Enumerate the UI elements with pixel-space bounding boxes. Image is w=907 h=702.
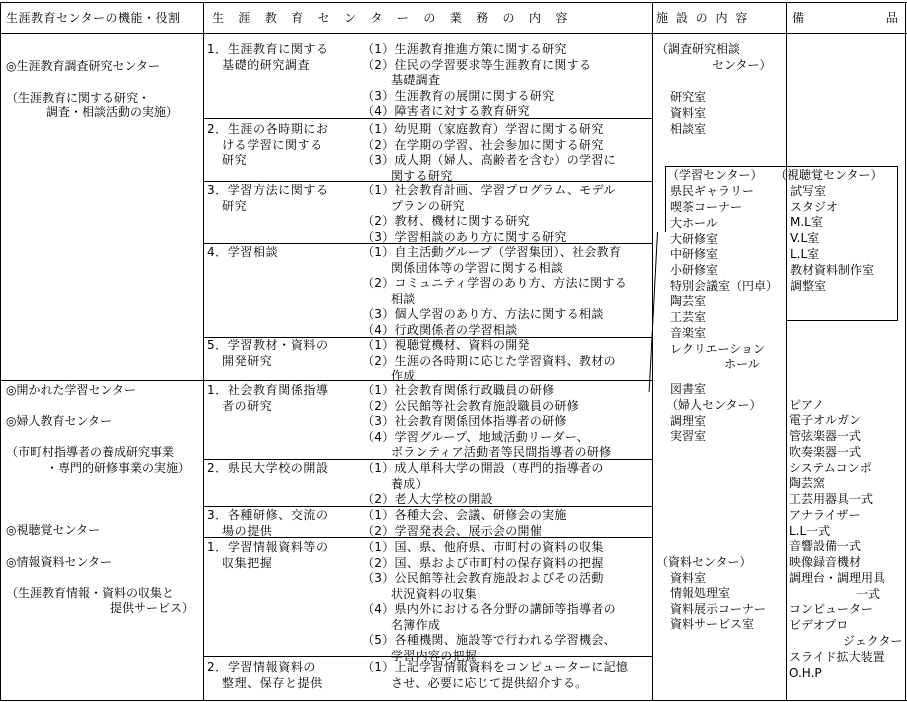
task-item: （2）学習発表会、展示会の開催 <box>362 523 543 538</box>
facility-box-line <box>649 232 658 392</box>
task-item: 関係団体等の学習に関する相談 <box>391 260 564 275</box>
facility-item: 図書室 <box>670 382 707 396</box>
facility-item: （婦人センター） <box>666 398 762 412</box>
facility-item: 情報処理室 <box>670 586 731 600</box>
function-desc: （生涯教育に関する研究・ <box>6 91 151 105</box>
task-item: （3）生涯教育の展開に関する研究 <box>362 88 555 103</box>
facility-item: （学習センター） <box>667 168 763 182</box>
task-item: （2）公民館等社会教育施設職員の研修 <box>362 398 580 413</box>
facility-item: 小研修室 <box>670 263 719 277</box>
facility-item: （調査研究相談 <box>656 42 741 56</box>
header-equipment-right: 品 <box>886 11 899 25</box>
task-item: 相談 <box>391 291 416 306</box>
equipment-item: ピアノ <box>789 398 825 412</box>
task-item: 状況資料の収集 <box>391 586 478 601</box>
equipment-item: スライド拡大装置 <box>789 650 885 664</box>
facility-box-line <box>897 166 898 320</box>
header-equipment-left: 備 <box>792 11 805 25</box>
facility-item: 資料サービス室 <box>670 617 755 631</box>
task-title: 開発研究 <box>222 353 273 368</box>
task-item: （5）各種機関、施設等で行われる学習機会、 <box>362 633 616 647</box>
task-title: 1．社会教育関係指導 <box>207 383 329 397</box>
equipment-item: 音響設備一式 <box>789 539 862 553</box>
task-item: （1）自主活動グループ（学習集団）、社会教育 <box>362 245 622 259</box>
table-border-left <box>0 2 1 701</box>
table-border-bottom <box>0 700 907 701</box>
facility-item: 相談室 <box>670 122 707 136</box>
facility-item: 県民ギャラリー <box>670 184 755 198</box>
facility-item: 試写室 <box>790 183 827 198</box>
facility-item: レクリエーション <box>670 342 766 356</box>
task-item: （2）教材、機材に関する研究 <box>362 214 530 228</box>
equipment-item: 陶芸窯 <box>789 476 826 490</box>
task-item: させ、必要に応じて提供紹介する。 <box>391 675 588 690</box>
facility-item: 資料室 <box>670 570 707 585</box>
facility-item: 調整室 <box>790 278 827 293</box>
task-title: 整理、保存と提供 <box>222 675 323 690</box>
facility-item: 大研修室 <box>670 232 719 246</box>
task-item: （3）社会教育関係団体指導者の研修 <box>362 414 567 428</box>
function-desc: 提供サービス） <box>110 601 195 615</box>
equipment-item: ジェクター <box>843 634 903 648</box>
task-title: 場の提供 <box>222 523 273 538</box>
task-title: 1．生涯教育に関する <box>207 42 329 56</box>
task-item: （1）社会教育計画、学習プログラム、モデル <box>362 183 616 197</box>
function-name: ◎婦人教育センター <box>6 414 112 428</box>
function-name: ◎情報資料センター <box>6 555 112 569</box>
task-title: 収集把握 <box>222 555 273 570</box>
task-item: 基礎調査 <box>391 73 441 87</box>
function-desc: 調査・相談活動の実施） <box>46 105 179 119</box>
facility-item: ホール <box>724 357 760 371</box>
facility-box-line <box>787 320 898 321</box>
task-item: 関する研究 <box>391 168 453 183</box>
column-divider-3 <box>786 2 787 701</box>
function-desc: （生涯教育情報・資料の収集と <box>6 586 175 600</box>
function-name: ◎開かれた学習センター <box>6 383 136 397</box>
task-item: （2）生涯の各時期に応じた学習資料、教材の <box>362 353 616 368</box>
task-title: ける学習に関する <box>222 137 323 152</box>
table-border-right <box>905 2 906 701</box>
facility-item: 陶芸室 <box>670 294 707 308</box>
task-item: ボランティア活動者等民間指導者の研修 <box>391 445 612 459</box>
facility-item: 実習室 <box>670 429 707 443</box>
task-title: 1．学習情報資料等の <box>207 540 329 554</box>
task-title: 2．県民大学校の開設 <box>207 461 329 475</box>
column-divider-1 <box>203 2 204 701</box>
task-item: （4）障害者に対する教育研究 <box>362 104 530 118</box>
task-item: （1）上記学習情報資料をコンピューターに記憶 <box>362 660 629 674</box>
row-divider <box>204 459 653 460</box>
task-title: 2．学習情報資料の <box>207 660 317 674</box>
facility-item: 中研修室 <box>670 247 719 261</box>
header-facilities: 施 設 の 内 容 <box>656 11 750 25</box>
facility-item: センター） <box>712 58 772 72</box>
facility-item: 資料室 <box>670 106 707 120</box>
task-item: （3）公民館等社会教育施設およびその活動 <box>362 571 604 585</box>
equipment-item: L.L一式 <box>789 524 831 538</box>
task-item: （2）老人大学校の開設 <box>362 492 493 506</box>
task-item: （1）幼児期（家庭教育）学習に関する研究 <box>362 122 604 136</box>
header-function: 生涯教育センターの機能・役割 <box>6 11 181 25</box>
function-name: ◎生涯教育調査研究センター <box>6 59 160 73</box>
task-title: 4．学習相談 <box>207 245 279 259</box>
task-title: 研究 <box>222 198 248 213</box>
equipment-item: O.H.P <box>789 666 822 680</box>
task-title: 者の研究 <box>222 398 273 413</box>
task-item: （3）成人期（婦人、高齢者を含む）の学習に <box>362 153 616 167</box>
equipment-item: 管弦楽器一式 <box>789 429 862 443</box>
equipment-item: 映像録音機材 <box>789 555 862 569</box>
facility-item: 音楽室 <box>670 326 707 340</box>
equipment-item: 工芸用器具一式 <box>789 492 874 506</box>
row-divider <box>204 506 653 507</box>
task-title: 3．学習方法に関する <box>207 183 329 197</box>
facility-item: 喫茶コーナー <box>670 200 743 214</box>
equipment-item: 調理台・調理用具 <box>789 571 886 585</box>
facility-item: 調理室 <box>670 413 707 428</box>
task-item: （3）個人学習のあり方、方法に関する相談 <box>362 307 604 321</box>
equipment-item: 一式 <box>856 587 881 601</box>
task-item: （1）視聴覚機材、資料の開発 <box>362 338 530 352</box>
task-item: （4）県内外における各分野の講師等指導者の <box>362 602 616 616</box>
facility-item: 研究室 <box>670 90 707 104</box>
facility-item: （視聴覚センター） <box>775 168 883 182</box>
task-title: 研究 <box>222 153 248 167</box>
facility-item: スタジオ <box>790 199 839 214</box>
task-item: （4）行政関係者の学習相談 <box>362 322 518 337</box>
task-item: （1）各種大会、会議、研修会の実施 <box>362 508 567 522</box>
header-tasks: 生 涯 教 育 セ ン タ ー の 業 務 の 内 容 <box>212 11 573 25</box>
task-item: （1）社会教育関係行政職員の研修 <box>362 383 555 397</box>
task-title: 5．学習教材・資料の <box>207 338 329 352</box>
equipment-item: コンピューター <box>789 602 874 616</box>
function-desc: （市町村指導者の養成研究事業 <box>6 445 175 459</box>
table-border-top <box>0 2 907 3</box>
task-item: 養成） <box>391 476 428 491</box>
facility-item: M.L室 <box>790 215 823 230</box>
facility-item: 教材資料制作室 <box>790 262 875 277</box>
equipment-item: アナライザー <box>789 508 861 522</box>
equipment-item: 吹奏楽器一式 <box>789 445 862 459</box>
column-divider-2 <box>652 2 653 701</box>
function-desc: ・専門的研修事業の実施） <box>46 461 191 475</box>
task-item: 名簿作成 <box>391 617 441 632</box>
task-item: （2）国、県および市町村の保存資料の把握 <box>362 555 604 570</box>
row-divider <box>204 118 653 119</box>
facility-item: 資料展示コーナー <box>670 601 767 616</box>
facility-box-line <box>665 166 666 232</box>
task-item: （2）コミュニティ学習のあり方、方法に関する <box>362 276 628 290</box>
task-item: 作成 <box>391 369 416 383</box>
header-divider <box>0 33 907 34</box>
facility-item: L.L室 <box>790 247 820 261</box>
task-item: 学習内容の把握 <box>391 648 478 663</box>
task-item: （4）学習グループ、地域活動リーダー、 <box>362 429 589 444</box>
task-item: （2）住民の学習要求等生涯教育に関する <box>362 57 592 72</box>
task-item: （3）学習相談のあり方に関する研究 <box>362 229 567 244</box>
facility-item: （資料センター） <box>656 555 752 569</box>
task-item: （1）国、県、他府県、市町村の資料の収集 <box>362 540 604 554</box>
task-title: 3．各種研修、交流の <box>207 508 329 522</box>
facility-item: 大ホール <box>670 216 718 230</box>
task-title: 2．生涯の各時期にお <box>207 122 329 136</box>
equipment-item: ビデオプロ <box>789 618 849 632</box>
equipment-item: システムコンポ <box>789 461 872 475</box>
facility-box-line <box>665 166 898 167</box>
task-item: （2）在学期の学習、社会参加に関する研究 <box>362 137 604 152</box>
task-title: 基礎的研究調査 <box>222 57 311 72</box>
task-item: （1）生涯教育推進方策に関する研究 <box>362 42 567 56</box>
equipment-item: 電子オルガン <box>789 413 862 427</box>
facility-item: 工芸室 <box>670 310 707 324</box>
task-item: プランの研究 <box>391 198 465 213</box>
function-name: ◎視聴覚センター <box>6 523 100 537</box>
facility-item: V.L室 <box>790 231 820 246</box>
group-divider-1 <box>0 380 653 381</box>
task-item: （1）成人単科大学の開設（専門的指導者の <box>362 461 604 475</box>
facility-item: 特別会議室（円卓） <box>670 279 779 293</box>
